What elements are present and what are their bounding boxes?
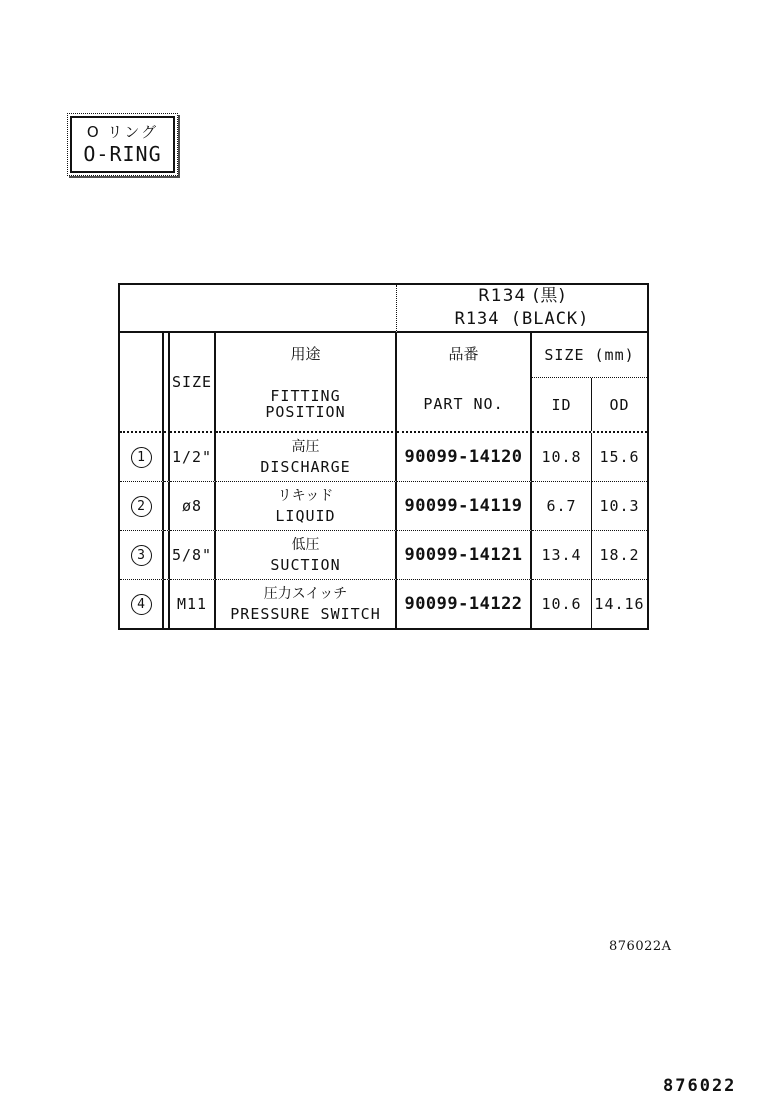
- column-header-size-mm: SIZE (mm): [532, 333, 647, 378]
- fitting-en: LIQUID: [275, 507, 336, 525]
- part-no-header-en: PART NO.: [423, 395, 504, 413]
- size-cell: M11: [170, 580, 216, 628]
- size-cell: ø8: [170, 482, 216, 531]
- column-header-part-no: [397, 333, 532, 433]
- column-header-size: SIZE: [170, 333, 216, 433]
- od-value-cell: 10.3: [592, 482, 647, 531]
- table-row-3-number-cell: [120, 531, 164, 580]
- od-value-cell: 14.16: [594, 595, 645, 613]
- id-value-cell: 13.4: [532, 531, 592, 580]
- column-header-fitting-position: [216, 333, 397, 433]
- column-header-size-mm-group: [532, 333, 647, 433]
- fitting-header-en-line2: POSITION: [265, 403, 346, 421]
- id-value-cell: 10.6: [532, 580, 592, 628]
- od-value-cell: 15.6: [592, 433, 647, 482]
- fitting-header-en: [265, 388, 345, 420]
- circled-number-badge: 3: [131, 545, 152, 566]
- fitting-jp: 低圧: [291, 537, 320, 553]
- fitting-header-jp: 用途: [290, 345, 321, 363]
- table-row-4-number-cell: [120, 580, 164, 628]
- refrigerant-label-en: R134 (BLACK): [454, 309, 590, 329]
- refrigerant-header-cell: [397, 285, 647, 333]
- fitting-en: SUCTION: [270, 556, 341, 574]
- part-number-cell: 90099-14121: [397, 531, 532, 580]
- oring-label-inner-frame: [70, 116, 175, 173]
- part-number-cell: 90099-14120: [397, 433, 532, 482]
- id-value-cell: 10.8: [532, 433, 592, 482]
- table-row-1-number-cell: [120, 433, 164, 482]
- part-number-cell: 90099-14122: [397, 580, 532, 628]
- figure-code-small: 876022A: [609, 939, 672, 954]
- table-corner-empty-cell: [120, 285, 397, 333]
- fitting-jp: 高圧: [291, 439, 320, 455]
- fitting-jp: 圧力スイッチ: [263, 586, 348, 602]
- fitting-position-cell: [216, 531, 397, 580]
- oring-parts-table: [118, 283, 649, 630]
- fitting-position-cell: [216, 580, 397, 628]
- refrigerant-label-jp: R134 (黒): [478, 286, 566, 306]
- size-cell: 5/8": [170, 531, 216, 580]
- size-cell: 1/2": [170, 433, 216, 482]
- fitting-position-cell: [216, 482, 397, 531]
- circled-number-badge: 2: [131, 496, 152, 517]
- column-header-od: OD: [609, 395, 630, 414]
- figure-code-large: 876022: [663, 1076, 737, 1096]
- circled-number-badge: 4: [131, 594, 152, 615]
- oring-label-en: O-RING: [83, 142, 162, 166]
- fitting-en: PRESSURE SWITCH: [230, 605, 381, 623]
- fitting-header-en-line1: FITTING: [270, 387, 341, 405]
- fitting-en: DISCHARGE: [260, 458, 351, 476]
- fitting-position-cell: [216, 433, 397, 482]
- header-number-column-empty: [120, 333, 164, 433]
- column-header-id: ID: [532, 378, 592, 431]
- circled-number-badge: 1: [131, 447, 152, 468]
- table-row-2-number-cell: [120, 482, 164, 531]
- oring-label-box: [67, 113, 178, 176]
- part-number-cell: 90099-14119: [397, 482, 532, 531]
- oring-label-jp: O リング: [86, 123, 159, 141]
- od-value-cell: 18.2: [592, 531, 647, 580]
- id-value-cell: 6.7: [532, 482, 592, 531]
- part-no-header-jp: 品番: [448, 345, 479, 363]
- fitting-jp: リキッド: [277, 488, 334, 504]
